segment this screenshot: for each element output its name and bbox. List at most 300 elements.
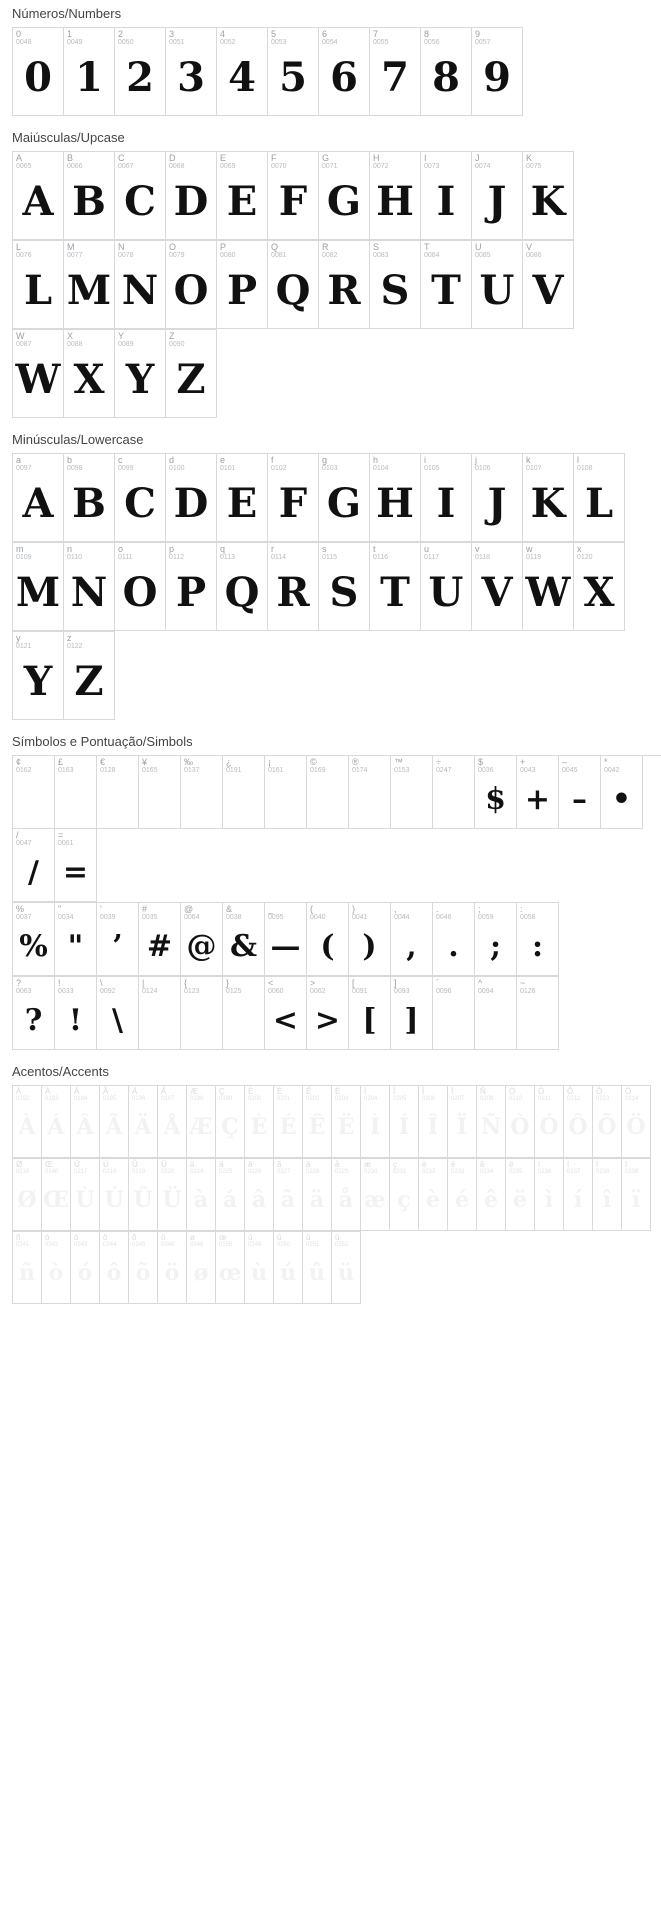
glyph-preview <box>139 996 180 1046</box>
glyph-cell[interactable] <box>217 152 268 240</box>
glyph-cell[interactable] <box>433 977 475 1050</box>
glyph-cell[interactable] <box>223 903 265 976</box>
glyph-cell[interactable] <box>166 152 217 240</box>
glyph-char-label: Ä <box>132 1087 138 1096</box>
glyph-preview: Â <box>76 1113 94 1140</box>
glyph-code-label: 0069 <box>220 163 236 171</box>
glyph-cell[interactable] <box>319 241 370 329</box>
glyph-cell[interactable] <box>622 1159 651 1231</box>
glyph-cell[interactable] <box>421 241 472 329</box>
glyph-char-label: q <box>220 544 226 554</box>
glyph-labels <box>472 241 522 260</box>
glyph-labels <box>71 1086 99 1103</box>
glyph-cell[interactable] <box>523 241 574 329</box>
glyph-cell[interactable] <box>64 152 115 240</box>
glyph-cell[interactable] <box>217 241 268 329</box>
glyph-cell[interactable] <box>64 454 115 542</box>
glyph-cell[interactable] <box>187 1232 216 1304</box>
glyph-cell[interactable] <box>506 1159 535 1231</box>
glyph-cell[interactable] <box>370 152 421 240</box>
glyph-cell[interactable] <box>361 1159 390 1231</box>
glyph-cell[interactable] <box>13 903 55 976</box>
glyph-char-label: I <box>424 153 427 163</box>
glyph-cell[interactable] <box>187 1086 216 1158</box>
glyph-code-label: 0043 <box>520 767 536 775</box>
glyph-labels <box>115 454 165 473</box>
glyph-cell[interactable] <box>523 454 574 542</box>
glyph-labels <box>166 330 216 349</box>
glyph-cell[interactable] <box>13 330 64 418</box>
glyph-code-label: 0216 <box>16 1169 30 1176</box>
glyph-cell[interactable] <box>472 241 523 329</box>
glyph-cell[interactable] <box>181 903 223 976</box>
glyph-cell[interactable] <box>622 1086 651 1158</box>
glyph-cell[interactable] <box>421 152 472 240</box>
glyph-preview <box>517 996 558 1046</box>
glyph-cell[interactable] <box>13 632 64 720</box>
glyph-char-label: ; <box>478 904 481 914</box>
glyph-cell[interactable] <box>13 454 64 542</box>
glyph-cell[interactable] <box>370 241 421 329</box>
glyph-char-label: ø <box>190 1233 195 1242</box>
glyph-preview: ] <box>404 1003 419 1039</box>
glyph-cell[interactable] <box>42 1232 71 1304</box>
glyph-cell[interactable] <box>245 1159 274 1231</box>
glyph-cell[interactable] <box>274 1086 303 1158</box>
glyph-cell[interactable] <box>166 241 217 329</box>
glyph-cell[interactable] <box>523 543 574 631</box>
glyph-cell[interactable] <box>564 1086 593 1158</box>
glyph-labels <box>223 977 264 996</box>
glyph-labels <box>506 1159 534 1176</box>
glyph-cell[interactable] <box>71 1086 100 1158</box>
glyph-cell[interactable] <box>217 543 268 631</box>
glyph-cell[interactable] <box>370 454 421 542</box>
glyph-preview: K <box>530 178 566 226</box>
glyph-cell[interactable] <box>13 1086 42 1158</box>
glyph-cell[interactable] <box>574 543 625 631</box>
glyph-cell[interactable] <box>13 241 64 329</box>
glyph-labels <box>268 543 318 562</box>
glyph-labels <box>303 1232 331 1249</box>
glyph-cell[interactable] <box>319 454 370 542</box>
glyph-char-label: L <box>16 242 22 252</box>
glyph-cell[interactable] <box>158 1232 187 1304</box>
glyph-cell[interactable] <box>307 903 349 976</box>
glyph-preview: " <box>67 929 84 965</box>
glyph-code-label: 0247 <box>436 767 452 775</box>
glyph-cell[interactable] <box>129 1086 158 1158</box>
glyph-char-label: û <box>306 1233 311 1242</box>
glyph-cell[interactable] <box>13 756 55 829</box>
glyph-labels <box>139 756 180 775</box>
glyph-cell[interactable] <box>166 543 217 631</box>
glyph-preview: ù <box>251 1259 267 1286</box>
glyph-cell[interactable] <box>115 152 166 240</box>
glyph-cell[interactable] <box>166 454 217 542</box>
glyph-cell[interactable] <box>181 756 223 829</box>
glyph-cell[interactable] <box>517 977 559 1050</box>
glyph-char-label: ~ <box>520 978 526 988</box>
glyph-code-label: 0059 <box>478 914 494 922</box>
glyph-cell[interactable] <box>303 1232 332 1304</box>
glyph-labels <box>64 28 114 47</box>
glyph-cell[interactable] <box>55 829 97 902</box>
glyph-code-label: 0036 <box>478 767 494 775</box>
glyph-cell[interactable] <box>265 903 307 976</box>
glyph-cell[interactable] <box>265 977 307 1050</box>
glyph-cell[interactable] <box>245 1232 274 1304</box>
glyph-code-label: 0232 <box>422 1169 436 1176</box>
glyph-cell[interactable] <box>100 1159 129 1231</box>
glyph-labels <box>166 543 216 562</box>
glyph-cell[interactable] <box>166 28 217 116</box>
glyph-preview: – <box>572 782 587 818</box>
glyph-code-label: 0198 <box>190 1096 204 1103</box>
glyph-labels <box>245 1232 273 1249</box>
glyph-cell[interactable] <box>13 829 55 902</box>
glyph-labels <box>332 1232 360 1249</box>
glyph-labels <box>158 1086 186 1103</box>
glyph-cell[interactable] <box>158 1086 187 1158</box>
glyph-cell[interactable] <box>268 454 319 542</box>
glyph-cell[interactable] <box>187 1159 216 1231</box>
glyph-cell[interactable] <box>42 1159 71 1231</box>
glyph-cell[interactable] <box>349 977 391 1050</box>
glyph-preview: Á <box>47 1113 65 1140</box>
glyph-preview <box>265 775 306 825</box>
glyph-preview: G <box>326 480 362 528</box>
glyph-cell[interactable] <box>477 1159 506 1231</box>
glyph-cell[interactable] <box>421 543 472 631</box>
glyph-cell[interactable] <box>13 977 55 1050</box>
glyph-labels <box>303 1086 331 1103</box>
glyph-cell[interactable] <box>448 1159 477 1231</box>
glyph-labels <box>139 903 180 922</box>
glyph-cell[interactable] <box>217 28 268 116</box>
glyph-cell[interactable] <box>216 1086 245 1158</box>
glyph-cell[interactable] <box>158 1159 187 1231</box>
glyph-cell[interactable] <box>55 903 97 976</box>
glyph-code-label: 0191 <box>226 767 242 775</box>
glyph-cell[interactable] <box>421 28 472 116</box>
glyph-preview: ó <box>77 1259 93 1286</box>
glyph-cell[interactable] <box>433 903 475 976</box>
glyph-cell[interactable] <box>370 543 421 631</box>
glyph-char-label: C <box>118 153 125 163</box>
glyph-cell[interactable] <box>448 1086 477 1158</box>
glyph-cell[interactable] <box>42 1086 71 1158</box>
glyph-preview: D <box>173 178 209 226</box>
glyph-cell[interactable] <box>307 977 349 1050</box>
glyph-cell[interactable] <box>245 1086 274 1158</box>
glyph-cell[interactable] <box>129 1232 158 1304</box>
glyph-code-label: 0220 <box>161 1169 175 1176</box>
glyph-code-label: 0124 <box>142 988 158 996</box>
glyph-char-label: Ã <box>103 1087 109 1096</box>
glyph-code-label: 0213 <box>596 1096 610 1103</box>
glyph-preview <box>13 775 54 825</box>
glyph-cell[interactable] <box>303 1159 332 1231</box>
glyph-cell[interactable] <box>390 1086 419 1158</box>
glyph-cell[interactable] <box>475 977 517 1050</box>
glyph-preview: 2 <box>126 54 154 102</box>
glyph-cell[interactable] <box>64 28 115 116</box>
glyph-cell[interactable] <box>274 1232 303 1304</box>
glyph-cell[interactable] <box>181 977 223 1050</box>
glyph-cell[interactable] <box>64 330 115 418</box>
glyph-char-label: ó <box>74 1233 79 1242</box>
glyph-cell[interactable] <box>472 28 523 116</box>
glyph-labels <box>574 543 624 562</box>
glyph-preview: Ø <box>17 1186 37 1213</box>
glyph-cell[interactable] <box>319 152 370 240</box>
glyph-cell[interactable] <box>593 1086 622 1158</box>
glyph-cell[interactable] <box>139 903 181 976</box>
glyph-cell[interactable] <box>129 1159 158 1231</box>
glyph-char-label: î <box>596 1160 599 1169</box>
glyph-code-label: 0075 <box>526 163 542 171</box>
glyph-labels <box>64 454 114 473</box>
glyph-cell[interactable] <box>64 241 115 329</box>
glyph-char-label: Q <box>271 242 279 252</box>
glyph-code-label: 0087 <box>16 341 32 349</box>
glyph-cell[interactable] <box>13 152 64 240</box>
glyph-char-label: \ <box>100 978 103 988</box>
glyph-code-label: 0235 <box>509 1169 523 1176</box>
glyph-preview: Ù <box>75 1186 95 1213</box>
glyph-preview: . <box>448 929 459 965</box>
glyph-cell[interactable] <box>601 756 643 829</box>
glyph-char-label: 6 <box>322 29 328 39</box>
glyph-cell[interactable] <box>303 1086 332 1158</box>
glyph-cell[interactable] <box>97 977 139 1050</box>
glyph-char-label: È <box>248 1087 254 1096</box>
glyph-preview: Q <box>224 569 260 617</box>
glyph-cell[interactable] <box>71 1159 100 1231</box>
glyph-preview: æ <box>364 1186 386 1213</box>
glyph-char-label: Ô <box>567 1087 574 1096</box>
glyph-cell[interactable] <box>535 1159 564 1231</box>
glyph-labels <box>448 1086 476 1103</box>
glyph-cell[interactable] <box>55 756 97 829</box>
glyph-preview: Ñ <box>480 1113 502 1140</box>
glyph-preview: ) <box>362 929 377 965</box>
glyph-cell[interactable] <box>268 241 319 329</box>
glyph-cell[interactable] <box>268 28 319 116</box>
glyph-cell[interactable] <box>361 1086 390 1158</box>
glyph-cell[interactable] <box>97 756 139 829</box>
glyph-cell[interactable] <box>216 1232 245 1304</box>
glyph-labels <box>71 1159 99 1176</box>
glyph-cell[interactable] <box>593 1159 622 1231</box>
glyph-preview: @ <box>186 929 217 965</box>
section-title-upcase: Maiúsculas/Upcase <box>12 130 125 145</box>
glyph-preview: Q <box>275 267 311 315</box>
glyph-labels <box>265 977 306 996</box>
glyph-cell[interactable] <box>349 903 391 976</box>
glyph-code-label: 0060 <box>268 988 284 996</box>
glyph-labels <box>187 1159 215 1176</box>
glyph-cell[interactable] <box>166 330 217 418</box>
glyph-cell[interactable] <box>433 756 475 829</box>
glyph-labels <box>391 903 432 922</box>
section-title-lowercase: Minúsculas/Lowercase <box>12 432 144 447</box>
glyph-code-label: 0063 <box>16 988 32 996</box>
glyph-labels <box>115 241 165 260</box>
glyph-cell[interactable] <box>139 977 181 1050</box>
glyph-cell[interactable] <box>564 1159 593 1231</box>
glyph-cell[interactable] <box>115 543 166 631</box>
glyph-cell[interactable] <box>307 756 349 829</box>
glyph-cell[interactable] <box>370 28 421 116</box>
glyph-char-label: l <box>577 455 579 465</box>
glyph-code-label: 0163 <box>58 767 74 775</box>
glyph-labels <box>268 28 318 47</box>
glyph-labels <box>391 977 432 996</box>
glyph-cell[interactable] <box>64 543 115 631</box>
glyph-cell[interactable] <box>115 28 166 116</box>
glyph-cell[interactable] <box>97 903 139 976</box>
glyph-cell[interactable] <box>13 28 64 116</box>
glyph-preview: ë <box>513 1186 527 1213</box>
glyph-preview <box>181 996 222 1046</box>
glyph-cell[interactable] <box>477 1086 506 1158</box>
glyph-char-label: Ö <box>625 1087 632 1096</box>
glyph-cell[interactable] <box>100 1086 129 1158</box>
glyph-labels <box>332 1086 360 1103</box>
glyph-code-label: 0229 <box>335 1169 349 1176</box>
glyph-char-label: V <box>526 242 533 252</box>
glyph-preview <box>181 775 222 825</box>
glyph-cell[interactable] <box>139 756 181 829</box>
glyph-cell[interactable] <box>217 454 268 542</box>
glyph-cell[interactable] <box>535 1086 564 1158</box>
glyph-cell[interactable] <box>319 28 370 116</box>
glyph-cell[interactable] <box>216 1159 245 1231</box>
glyph-cell[interactable] <box>13 1232 42 1304</box>
glyph-cell[interactable] <box>391 977 433 1050</box>
glyph-preview <box>223 996 264 1046</box>
glyph-labels <box>361 1086 389 1103</box>
glyph-labels <box>100 1159 128 1176</box>
glyph-cell[interactable] <box>223 977 265 1050</box>
glyph-cell[interactable] <box>517 756 559 829</box>
glyph-cell[interactable] <box>419 1086 448 1158</box>
glyph-code-label: 0120 <box>577 554 593 562</box>
glyph-cell[interactable] <box>332 1086 361 1158</box>
glyph-preview: Ü <box>162 1186 182 1213</box>
glyph-code-label: 0084 <box>424 252 440 260</box>
glyph-preview: , <box>406 929 417 965</box>
glyph-cell[interactable] <box>506 1086 535 1158</box>
glyph-cell[interactable] <box>391 756 433 829</box>
glyph-char-label: ï <box>625 1160 628 1169</box>
glyph-labels <box>64 241 114 260</box>
glyph-cell[interactable] <box>13 543 64 631</box>
glyph-row-accents-0 <box>12 1085 651 1158</box>
glyph-row-symbols-1 <box>12 902 559 976</box>
glyph-cell[interactable] <box>472 454 523 542</box>
glyph-code-label: 0201 <box>277 1096 291 1103</box>
glyph-cell[interactable] <box>523 152 574 240</box>
glyph-code-label: 0204 <box>364 1096 378 1103</box>
glyph-cell[interactable] <box>391 903 433 976</box>
glyph-labels <box>268 152 318 171</box>
glyph-cell[interactable] <box>419 1159 448 1231</box>
glyph-cell[interactable] <box>223 756 265 829</box>
glyph-cell[interactable] <box>71 1232 100 1304</box>
glyph-cell[interactable] <box>55 977 97 1050</box>
glyph-preview: 8 <box>432 54 460 102</box>
glyph-char-label: Ë <box>335 1087 341 1096</box>
glyph-cell[interactable] <box>349 756 391 829</box>
glyph-labels <box>574 454 624 473</box>
glyph-char-label: ( <box>310 904 313 914</box>
glyph-cell[interactable] <box>475 903 517 976</box>
glyph-cell[interactable] <box>475 756 517 829</box>
glyph-labels <box>390 1159 418 1176</box>
glyph-preview: X <box>583 569 615 617</box>
glyph-cell[interactable] <box>13 1159 42 1231</box>
glyph-preview: A <box>22 178 54 226</box>
glyph-code-label: 0050 <box>118 39 134 47</box>
glyph-char-label: £ <box>58 757 64 767</box>
glyph-char-label: à <box>190 1160 195 1169</box>
glyph-char-label: â <box>248 1160 253 1169</box>
glyph-labels <box>601 756 642 775</box>
glyph-cell[interactable] <box>319 543 370 631</box>
glyph-preview: â <box>251 1186 267 1213</box>
glyph-cell[interactable] <box>517 903 559 976</box>
glyph-char-label: 8 <box>424 29 430 39</box>
glyph-cell[interactable] <box>472 543 523 631</box>
glyph-cell[interactable] <box>559 756 601 829</box>
glyph-preview: Z <box>176 356 206 404</box>
glyph-char-label: O <box>169 242 177 252</box>
glyph-cell[interactable] <box>115 330 166 418</box>
glyph-cell[interactable] <box>64 632 115 720</box>
glyph-cell[interactable] <box>265 756 307 829</box>
glyph-preview: É <box>279 1113 297 1140</box>
glyph-char-label: @ <box>184 904 194 914</box>
glyph-char-label: G <box>322 153 330 163</box>
glyph-cell[interactable] <box>574 454 625 542</box>
glyph-preview: 5 <box>279 54 307 102</box>
glyph-cell[interactable] <box>274 1159 303 1231</box>
glyph-cell[interactable] <box>115 241 166 329</box>
glyph-cell[interactable] <box>472 152 523 240</box>
glyph-char-label: 2 <box>118 29 124 39</box>
glyph-cell[interactable] <box>421 454 472 542</box>
glyph-code-label: 0193 <box>45 1096 59 1103</box>
glyph-cell[interactable] <box>115 454 166 542</box>
glyph-preview <box>307 775 348 825</box>
glyph-cell[interactable] <box>100 1232 129 1304</box>
glyph-cell[interactable] <box>390 1159 419 1231</box>
glyph-cell[interactable] <box>332 1232 361 1304</box>
glyph-preview: S <box>380 267 410 315</box>
glyph-labels <box>475 903 516 922</box>
glyph-cell[interactable] <box>268 152 319 240</box>
glyph-preview: N <box>121 267 159 315</box>
glyph-preview: I <box>436 480 456 528</box>
glyph-char-label: ç <box>393 1160 397 1169</box>
glyph-labels <box>42 1159 70 1176</box>
glyph-cell[interactable] <box>268 543 319 631</box>
glyph-cell[interactable] <box>332 1159 361 1231</box>
glyph-code-label: 0033 <box>58 988 74 996</box>
